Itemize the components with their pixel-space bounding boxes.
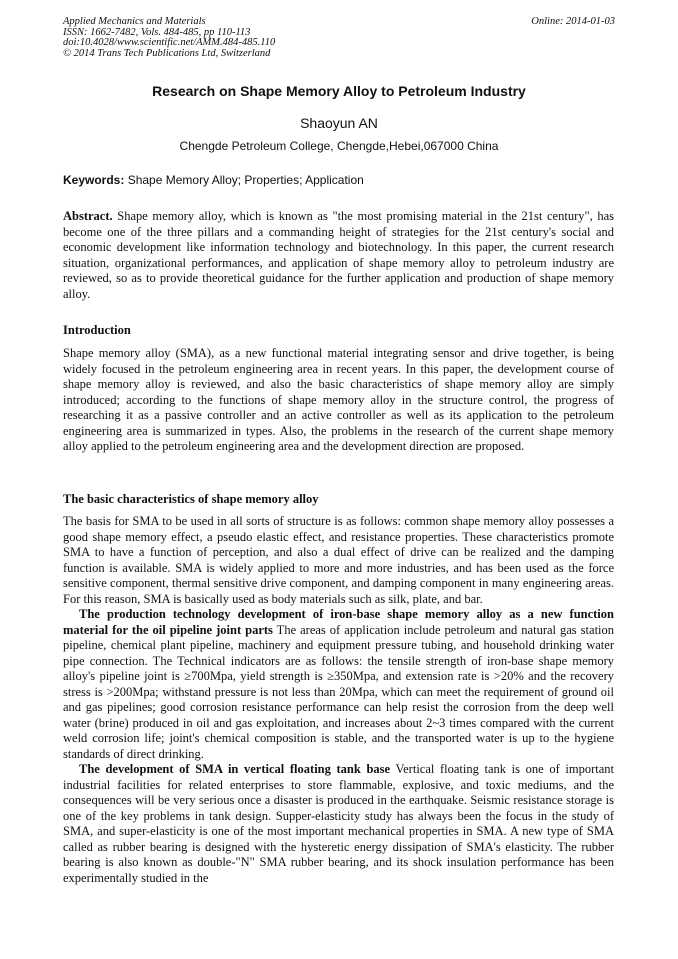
journal-name: Applied Mechanics and Materials <box>63 16 206 27</box>
affiliation: Chengde Petroleum College, Chengde,Hebei,067000 China <box>179 139 499 153</box>
basic-para-3-heading: The development of SMA in vertical floating tank base <box>79 762 391 776</box>
introduction-text: Shape memory alloy (SMA), as a new functional material integrating sensor and drive together, is being widely focused in the petroleum engineering area in recent years. In this paper, the development course of shape memory alloy is reviewed, and also the basic characteristics of shape memory alloy are simply introduced; according to the functions of shape memory alloy in the structure control, the progress of researching it as a passive controller and an active controller as well as its application to the petroleum engineering area is summarized in types. Also, the problems in the research of the current shape memory alloy applied to the petroleum engineering area and the development direction are proposed. <box>63 346 614 453</box>
basic-para-3-text: Vertical floating tank is one of important industrial facilities for related enterprises to store flammable, explosive, and toxic mediums, and the consequences will be very serious once a disaster is produced in the earthquake. Seismic resistance storage is one of the key problems in tank design. Supper-elasticity study has always been the focus in the study of SMA, and super-elasticity is one of the most important mechanical properties in SMA. A new type of SMA called as rubber bearing is designed with the hysteretic energy dissipation of SMA's elasticity. The rubber bearing is also known as double-"N" SMA rubber bearing, and its shock insulation performance has been experimentally studied in the <box>63 762 614 885</box>
online-date: Online: 2014-01-03 <box>531 16 615 27</box>
basic-para-3 <box>63 762 614 886</box>
basic-characteristics-body <box>63 514 614 886</box>
abstract <box>63 209 614 302</box>
keywords <box>63 173 364 187</box>
abstract-text: Shape memory alloy, which is known as "the most promising material in the 21st century", has become one of the three pillars and a commanding height of strategies for the 21st century's social and economic development like information technology and biotechnology. In this paper, the current research situation, organizational performances, and application of shape memory alloy to petroleum industry are reviewed, so as to provide theoretical guidance for the further application and production of shape memory alloy. <box>63 209 614 301</box>
basic-characteristics-heading: The basic characteristics of shape memory alloy <box>63 492 319 506</box>
abstract-label: Abstract. <box>63 209 113 223</box>
author-name: Shaoyun AN <box>300 115 378 131</box>
introduction-heading: Introduction <box>63 323 131 337</box>
issn-line: ISSN: 1662-7482, Vols. 484-485, pp 110-113 <box>63 26 251 38</box>
copyright-line: © 2014 Trans Tech Publications Ltd, Switzerland <box>63 47 271 59</box>
basic-para-2-text: The areas of application include petroleum and natural gas station pipeline, chemical plant pipeline, machinery and equipment pressure tubing, and household drinking water pipe connection. The Technical indicators are as follows: the tensile strength of iron-base shape memory alloy's pipeline joint is ≥700Mpa, yield strength is ≥350Mpa, and extension rate is >20% and the recovery stress is >200Mpa; withstand pressure is not less than 20Mpa, which can meet the requirement of ground oil and gas pipelines; good corrosion resistance performance can help resist the corrosion from the deep well water (brine) produced in oil and gas exploitation, and increases about 2~3 times compared with the current weld corrosion life; joint's chemical composition is stable, and the transported water is up to the hygiene standards of direct drinking. <box>63 622 615 761</box>
keywords-text: Shape Memory Alloy; Properties; Application <box>124 173 364 187</box>
paper-title: Research on Shape Memory Alloy to Petroleum Industry <box>152 83 526 99</box>
basic-para-1: The basis for SMA to be used in all sorts of structure is as follows: common shape memory alloy possesses a good shape memory effect, a pseudo elastic effect, and resistance properties. These characteristics promote SMA to have a function of perception, and also a dual effect of drive can be realized and the damping function is available. SMA is widely applied to more and more industries, and has been used as the force sensitive component, thermal sensitive drive component, and damping component in many engineering areas. For this reason, SMA is basically used as body materials such as silk, plate, and bar. <box>63 514 614 606</box>
doi-line: doi:10.4028/www.scientific.net/AMM.484-485.110 <box>63 37 276 49</box>
basic-para-2 <box>63 607 614 762</box>
keywords-label: Keywords: <box>63 173 125 187</box>
journal-header <box>63 17 615 59</box>
basic-para-2-heading: The production technology development of iron-base shape memory alloy as a new function material for the oil pipeline joint parts <box>63 607 614 637</box>
introduction-body <box>63 346 614 455</box>
